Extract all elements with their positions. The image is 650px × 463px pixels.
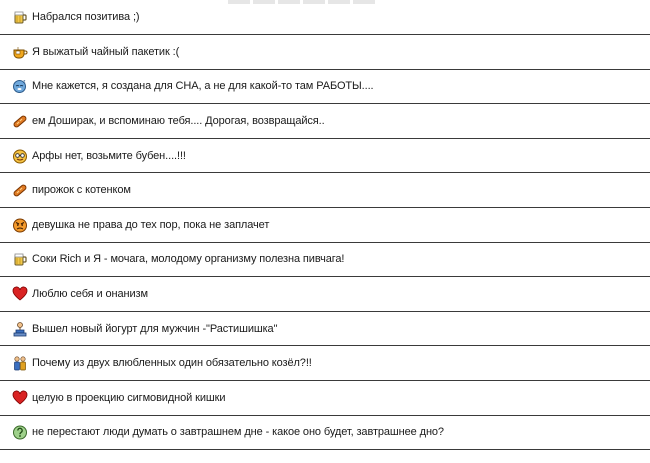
heart-icon bbox=[12, 286, 28, 302]
couple-icon bbox=[12, 355, 28, 371]
tea-cup-icon bbox=[12, 44, 28, 60]
sausage-icon bbox=[12, 113, 28, 129]
status-text: Я выжатый чайный пакетик :( bbox=[32, 45, 180, 58]
status-text: Соки Rich и Я - мочага, молодому организму полезна пивчага! bbox=[32, 253, 345, 266]
status-row[interactable] bbox=[0, 139, 650, 174]
status-row[interactable] bbox=[0, 0, 650, 35]
status-text: Мне кажется, я создана для СНА, а не для какой-то там РАБОТЫ.... bbox=[32, 80, 374, 93]
status-text: не перестают люди думать о завтрашнем дне - какое оно будет, завтрашнее дно? bbox=[32, 426, 444, 439]
beer-mug-icon bbox=[12, 9, 28, 25]
question-icon bbox=[12, 424, 28, 440]
heart-icon bbox=[12, 390, 28, 406]
angry-face-icon bbox=[12, 217, 28, 233]
svg-text:z: z bbox=[23, 79, 26, 86]
status-row[interactable] bbox=[0, 277, 650, 312]
status-row[interactable] bbox=[0, 104, 650, 139]
status-text: Арфы нет, возьмите бубен....!!! bbox=[32, 149, 186, 162]
status-row[interactable] bbox=[0, 381, 650, 416]
status-row[interactable] bbox=[0, 173, 650, 208]
status-text: Набрался позитива ;) bbox=[32, 11, 140, 23]
status-text: ем Доширак, и вспоминаю тебя.... Дорогая, возвращайся.. bbox=[32, 114, 325, 127]
status-row[interactable] bbox=[0, 312, 650, 347]
person-icon bbox=[12, 321, 28, 337]
status-row[interactable] bbox=[0, 346, 650, 381]
status-text: Вышел новый йогурт для мужчин -"Растишишка" bbox=[32, 322, 278, 335]
status-row[interactable] bbox=[0, 416, 650, 451]
status-text: пирожок с котенком bbox=[32, 184, 131, 197]
status-text: девушка не права до тех пор, пока не заплачет bbox=[32, 218, 270, 231]
status-row[interactable] bbox=[0, 243, 650, 278]
status-row[interactable] bbox=[0, 208, 650, 243]
status-row[interactable] bbox=[0, 70, 650, 105]
status-row[interactable] bbox=[0, 35, 650, 70]
sausage-icon bbox=[12, 182, 28, 198]
beer-mug-icon bbox=[12, 251, 28, 267]
status-text: Люблю себя и онанизм bbox=[32, 287, 148, 300]
status-text: целую в проекцию сигмовидной кишки bbox=[32, 391, 226, 404]
status-text: Почему из двух влюбленных один обязательно козёл?!! bbox=[32, 357, 312, 370]
nerd-face-icon bbox=[12, 148, 28, 164]
sleeping-face-icon bbox=[12, 78, 28, 94]
